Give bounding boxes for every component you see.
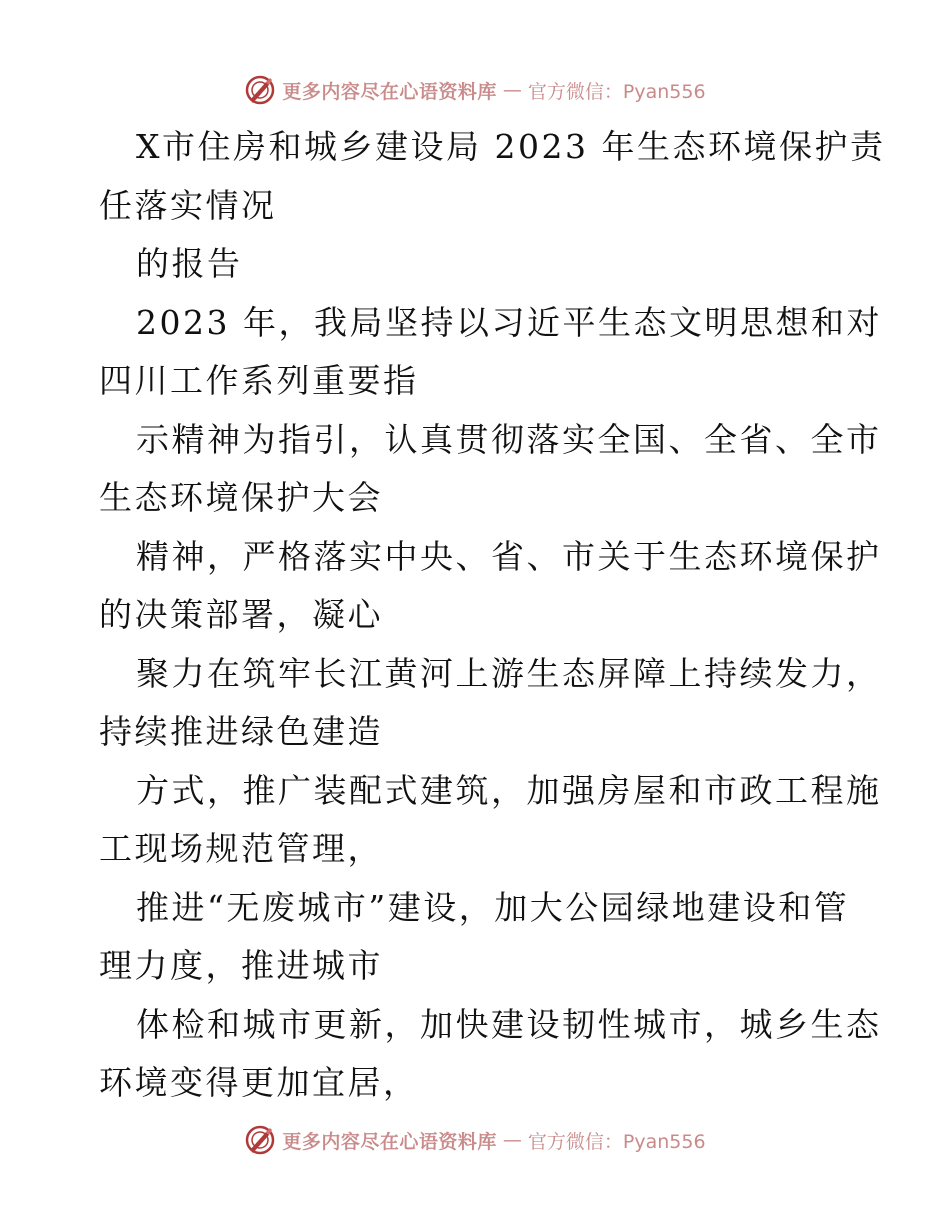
text-line: 理力度，推进城市 xyxy=(99,946,383,985)
text-line: 持续推进绿色建造 xyxy=(99,712,383,751)
watermark-dash: — xyxy=(502,79,522,101)
text-line: 推进“无废城市”建设，加大公园绿地建设和管 xyxy=(136,887,850,927)
watermark-site-text: 更多内容尽在心语资料库 xyxy=(282,80,497,103)
text-line: 环境变得更加宜居， xyxy=(99,1063,419,1102)
text-line: 体检和城市更新，加快建设韧性城市，城乡生态 xyxy=(136,1004,882,1044)
text-line: 方式，推广装配式建筑，加强房屋和市政工程施 xyxy=(136,770,882,810)
text-line: 2023 年，我局坚持以习近平生态文明思想和对 xyxy=(136,302,882,342)
document-body xyxy=(99,118,886,1113)
text-line: 工现场规范管理， xyxy=(99,829,383,868)
text-line: 示精神为指引，认真贯彻落实全国、全省、全市 xyxy=(136,419,882,459)
watermark-wechat-text: 官方微信：Pyan556 xyxy=(527,80,706,103)
footer-watermark xyxy=(0,1120,950,1160)
text-line: 的决策部署，凝心 xyxy=(99,595,383,634)
watermark-dash: — xyxy=(502,1129,522,1151)
text-line: 的报告 xyxy=(136,244,243,283)
pen-logo-icon xyxy=(244,74,276,106)
text-line: 聚力在筑牢长江黄河上游生态屏障上持续发力， xyxy=(136,653,882,693)
text-line: 四川工作系列重要指 xyxy=(99,361,419,400)
text-line: X市住房和城乡建设局 2023 年生态环境保护责 xyxy=(136,127,886,166)
text-line: 任落实情况 xyxy=(99,185,277,225)
pen-logo-icon xyxy=(244,1124,276,1156)
header-watermark xyxy=(0,70,950,110)
text-line: 精神，严格落实中央、省、市关于生态环境保护 xyxy=(136,536,882,576)
watermark-wechat-text: 官方微信：Pyan556 xyxy=(527,1130,706,1153)
watermark-site-text: 更多内容尽在心语资料库 xyxy=(282,1130,497,1153)
text-line: 生态环境保护大会 xyxy=(99,478,383,517)
